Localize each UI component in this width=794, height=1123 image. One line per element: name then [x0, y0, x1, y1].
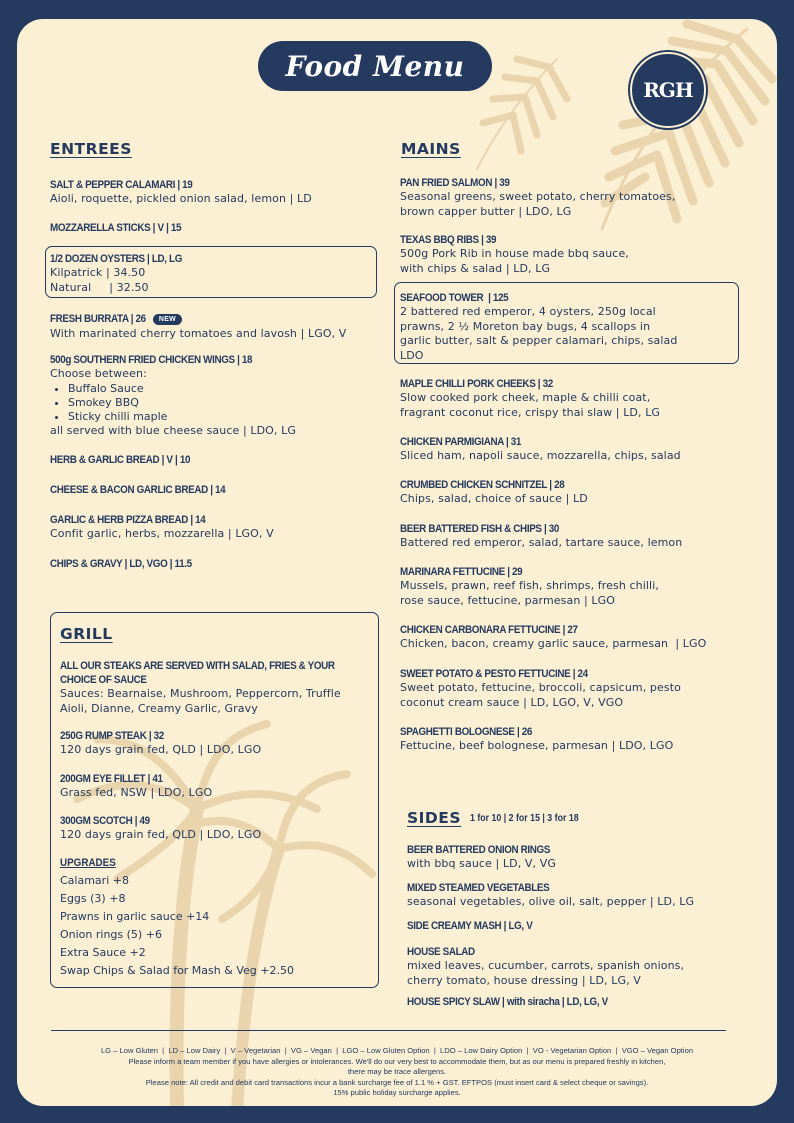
- new-badge: NEW: [153, 314, 182, 325]
- footer-notes: [20, 1046, 774, 1099]
- sauces-list: Sauces: Bearnaise, Mushroom, Peppercorn, Truffle: [60, 687, 341, 700]
- menu-item: [50, 252, 200, 295]
- menu-item: [400, 377, 660, 420]
- menu-item: [400, 233, 629, 276]
- upgrades-list: [60, 856, 294, 980]
- item-name: HOUSE SPICY SLAW | with siracha | LD, LG, V: [407, 996, 608, 1008]
- menu-item: [407, 843, 570, 872]
- menu-item: [400, 522, 682, 551]
- item-description: 120 days grain fed, QLD | LDO, LGO: [60, 828, 262, 841]
- item-name: MIXED STEAMED VEGETABLES: [407, 882, 550, 894]
- list-item: • Smokey BBQ: [68, 396, 296, 410]
- list-item: Swap Chips & Salad for Mash & Veg +2.50: [60, 964, 294, 977]
- menu-item: [400, 565, 659, 608]
- item-description: Sliced ham, napoli sauce, mozzarella, chips, salad: [400, 449, 681, 462]
- menu-item: [50, 309, 346, 342]
- allergy-note: Please inform a team member if you have allergies or intolerances. We'll do our very best to accommodate them, but as our menu is prepared freshly in kitchen,: [128, 1056, 666, 1066]
- item-description: 2 battered red emperor, 4 oysters, 250g local: [400, 305, 656, 318]
- item-description: mixed leaves, cucumber, carrots, spanish onions,: [407, 959, 685, 972]
- item-name: SPAGHETTI BOLOGNESE | 26: [400, 726, 532, 738]
- item-name: SWEET POTATO & PESTO FETTUCINE | 24: [400, 668, 588, 680]
- item-name: PAN FRIED SALMON | 39: [400, 177, 510, 189]
- item-name: 200GM EYE FILLET | 41: [60, 773, 163, 785]
- item-name: HOUSE SALAD: [407, 946, 475, 958]
- item-description: seasonal vegetables, olive oil, salt, pepper | LD, LG: [407, 895, 695, 908]
- menu-item: [50, 453, 209, 467]
- menu-item: [50, 513, 274, 542]
- item-description: with bbq sauce | LD, V, VG: [407, 857, 556, 870]
- menu-item: [60, 729, 261, 758]
- item-description: Chicken, bacon, creamy garlic sauce, parmesan | LGO: [400, 637, 707, 650]
- item-description: all served with blue cheese sauce | LDO, LG: [50, 423, 296, 437]
- menu-item: [407, 995, 635, 1009]
- item-description: Choose between:: [50, 367, 147, 380]
- footer-divider: [51, 1030, 726, 1031]
- grill-intro: ALL OUR STEAKS ARE SERVED WITH SALAD, FRIES & YOUR: [60, 660, 335, 672]
- menu-item: [400, 435, 681, 464]
- menu-item: [50, 353, 296, 438]
- item-description: rose sauce, fettucine, parmesan | LGO: [400, 593, 616, 607]
- item-name: 250G RUMP STEAK | 32: [60, 730, 164, 742]
- item-name: HERB & GARLIC BREAD | V | 10: [50, 454, 191, 466]
- item-name: SEAFOOD TOWER | 125: [400, 292, 509, 304]
- menu-item: [400, 623, 706, 652]
- menu-item: [400, 725, 673, 754]
- sauces-list: Aioli, Dianne, Creamy Garlic, Gravy: [60, 701, 258, 715]
- menu-item: [50, 557, 211, 571]
- item-description: fragrant coconut rice, crispy thai slaw | LD, LG: [400, 405, 661, 419]
- item-name: BEER BATTERED ONION RINGS: [407, 844, 551, 856]
- menu-item: [407, 945, 684, 988]
- item-name: 500g SOUTHERN FRIED CHICKEN WINGS | 18: [50, 354, 253, 366]
- dietary-legend: LG – Low Gluten | LD – Low Dairy | V – Vegetarian | VG – Vegan | LGO – Low Gluten Option | LDO – Low Dairy Option | VO - Vegetarian Option | VGO – Vegan Option: [100, 1046, 694, 1055]
- menu-item: [60, 814, 261, 843]
- item-description: Aioli, roquette, pickled onion salad, lemon | LD: [50, 192, 312, 205]
- item-description: Kilpatrick | 34.50: [50, 266, 146, 279]
- item-description: Seasonal greens, sweet potato, cherry tomatoes,: [400, 190, 676, 203]
- menu-item: [407, 919, 550, 933]
- item-description: 120 days grain fed, QLD | LDO, LGO: [60, 743, 262, 756]
- item-name: MARINARA FETTUCINE | 29: [400, 566, 523, 578]
- item-description: With marinated cherry tomatoes and lavosh | LGO, V: [50, 327, 347, 340]
- item-name: TEXAS BBQ RIBS | 39: [400, 234, 497, 246]
- item-name: GARLIC & HERB PIZZA BREAD | 14: [50, 514, 206, 526]
- grill-heading: GRILL: [60, 625, 113, 643]
- item-description: Natural | 32.50: [50, 280, 149, 294]
- menu-item: [50, 178, 312, 207]
- item-name: CHICKEN CARBONARA FETTUCINE | 27: [400, 624, 578, 636]
- item-name: MAPLE CHILLI PORK CHEEKS | 32: [400, 378, 553, 390]
- list-item: Calamari +8: [60, 874, 129, 887]
- item-description: Slow cooked pork cheek, maple & chilli coat,: [400, 391, 651, 404]
- sides-header: [407, 809, 593, 827]
- grill-intro: CHOICE OF SAUCE: [60, 674, 147, 686]
- item-name: BEER BATTERED FISH & CHIPS | 30: [400, 523, 560, 535]
- item-name: 300GM SCOTCH | 49: [60, 815, 150, 827]
- menu-item: [400, 291, 677, 363]
- list-item: • Sticky chilli maple: [68, 410, 296, 424]
- list-item: • Buffalo Sauce: [68, 382, 296, 396]
- menu-item: [400, 478, 588, 507]
- menu-item: [407, 881, 694, 910]
- grill-column: [60, 659, 375, 977]
- list-item: Eggs (3) +8: [60, 892, 126, 905]
- holiday-surcharge-note: 15% public holiday surcharge applies.: [333, 1088, 461, 1097]
- menu-item: [50, 221, 199, 235]
- item-description: Mussels, prawn, reef fish, shrimps, fresh chilli,: [400, 579, 659, 592]
- item-description: cherry tomato, house dressing | LD, LG, V: [407, 973, 641, 987]
- menu-item: [400, 176, 675, 219]
- list-item: Onion rings (5) +6: [60, 928, 162, 941]
- surcharge-note: Please note: All credit and debit card transactions incur a bank surcharge fee of 1.1 % + GST. EFTPOS (must insert card & select cheque or savings).: [145, 1077, 649, 1087]
- menu-sheet: [17, 19, 777, 1106]
- entrees-heading: ENTREES: [50, 140, 132, 158]
- item-description: coconut cream sauce | LD, LGO, V, VGO: [400, 695, 624, 709]
- item-description: Grass fed, NSW | LDO, LGO: [60, 786, 213, 799]
- item-description: Fettucine, beef bolognese, parmesan | LDO, LGO: [400, 739, 674, 752]
- menu-item: [60, 772, 212, 801]
- item-name: SIDE CREAMY MASH | LG, V: [407, 920, 533, 932]
- menu-item: [400, 667, 681, 710]
- upgrades-heading: UPGRADES: [60, 857, 116, 869]
- item-description: garlic butter, salt & pepper calamari, chips, salad: [400, 334, 678, 347]
- venue-logo: RGH: [630, 52, 706, 128]
- sides-pricing: 1 for 10 | 2 for 15 | 3 for 18: [469, 812, 579, 824]
- item-description: Sweet potato, fettucine, broccoli, capsicum, pesto: [400, 681, 681, 694]
- wing-sauce-list: [50, 382, 296, 424]
- list-item: Prawns in garlic sauce +14: [60, 910, 210, 923]
- menu-item: [50, 483, 249, 497]
- item-name: 1/2 DOZEN OYSTERS | LD, LG: [50, 253, 182, 265]
- item-description: Battered red emperor, salad, tartare sauce, lemon: [400, 536, 683, 549]
- allergy-note: there may be trace allergens.: [347, 1067, 447, 1076]
- mains-heading: MAINS: [401, 140, 461, 158]
- menu-title: Food Menu: [258, 41, 492, 91]
- item-description: LDO: [400, 348, 424, 362]
- item-description: Confit garlic, herbs, mozzarella | LGO, V: [50, 527, 274, 540]
- item-description: prawns, 2 ½ Moreton bay bugs, 4 scallops in: [400, 319, 651, 333]
- item-name: CHIPS & GRAVY | LD, VGO | 11.5: [50, 558, 192, 570]
- sides-heading: SIDES: [407, 809, 462, 827]
- item-description: brown capper butter | LDO, LG: [400, 204, 572, 218]
- item-name: FRESH BURRATA | 26: [50, 313, 146, 325]
- item-name: CHEESE & BACON GARLIC BREAD | 14: [50, 484, 226, 496]
- item-description: Chips, salad, choice of sauce | LD: [400, 492, 588, 505]
- item-description: 500g Pork Rib in house made bbq sauce,: [400, 247, 629, 260]
- item-name: MOZZARELLA STICKS | V | 15: [50, 222, 182, 234]
- item-name: SALT & PEPPER CALAMARI | 19: [50, 179, 193, 191]
- item-description: with chips & salad | LD, LG: [400, 261, 551, 275]
- item-name: CRUMBED CHICKEN SCHNITZEL | 28: [400, 479, 565, 491]
- item-name: CHICKEN PARMIGIANA | 31: [400, 436, 522, 448]
- list-item: Extra Sauce +2: [60, 946, 146, 959]
